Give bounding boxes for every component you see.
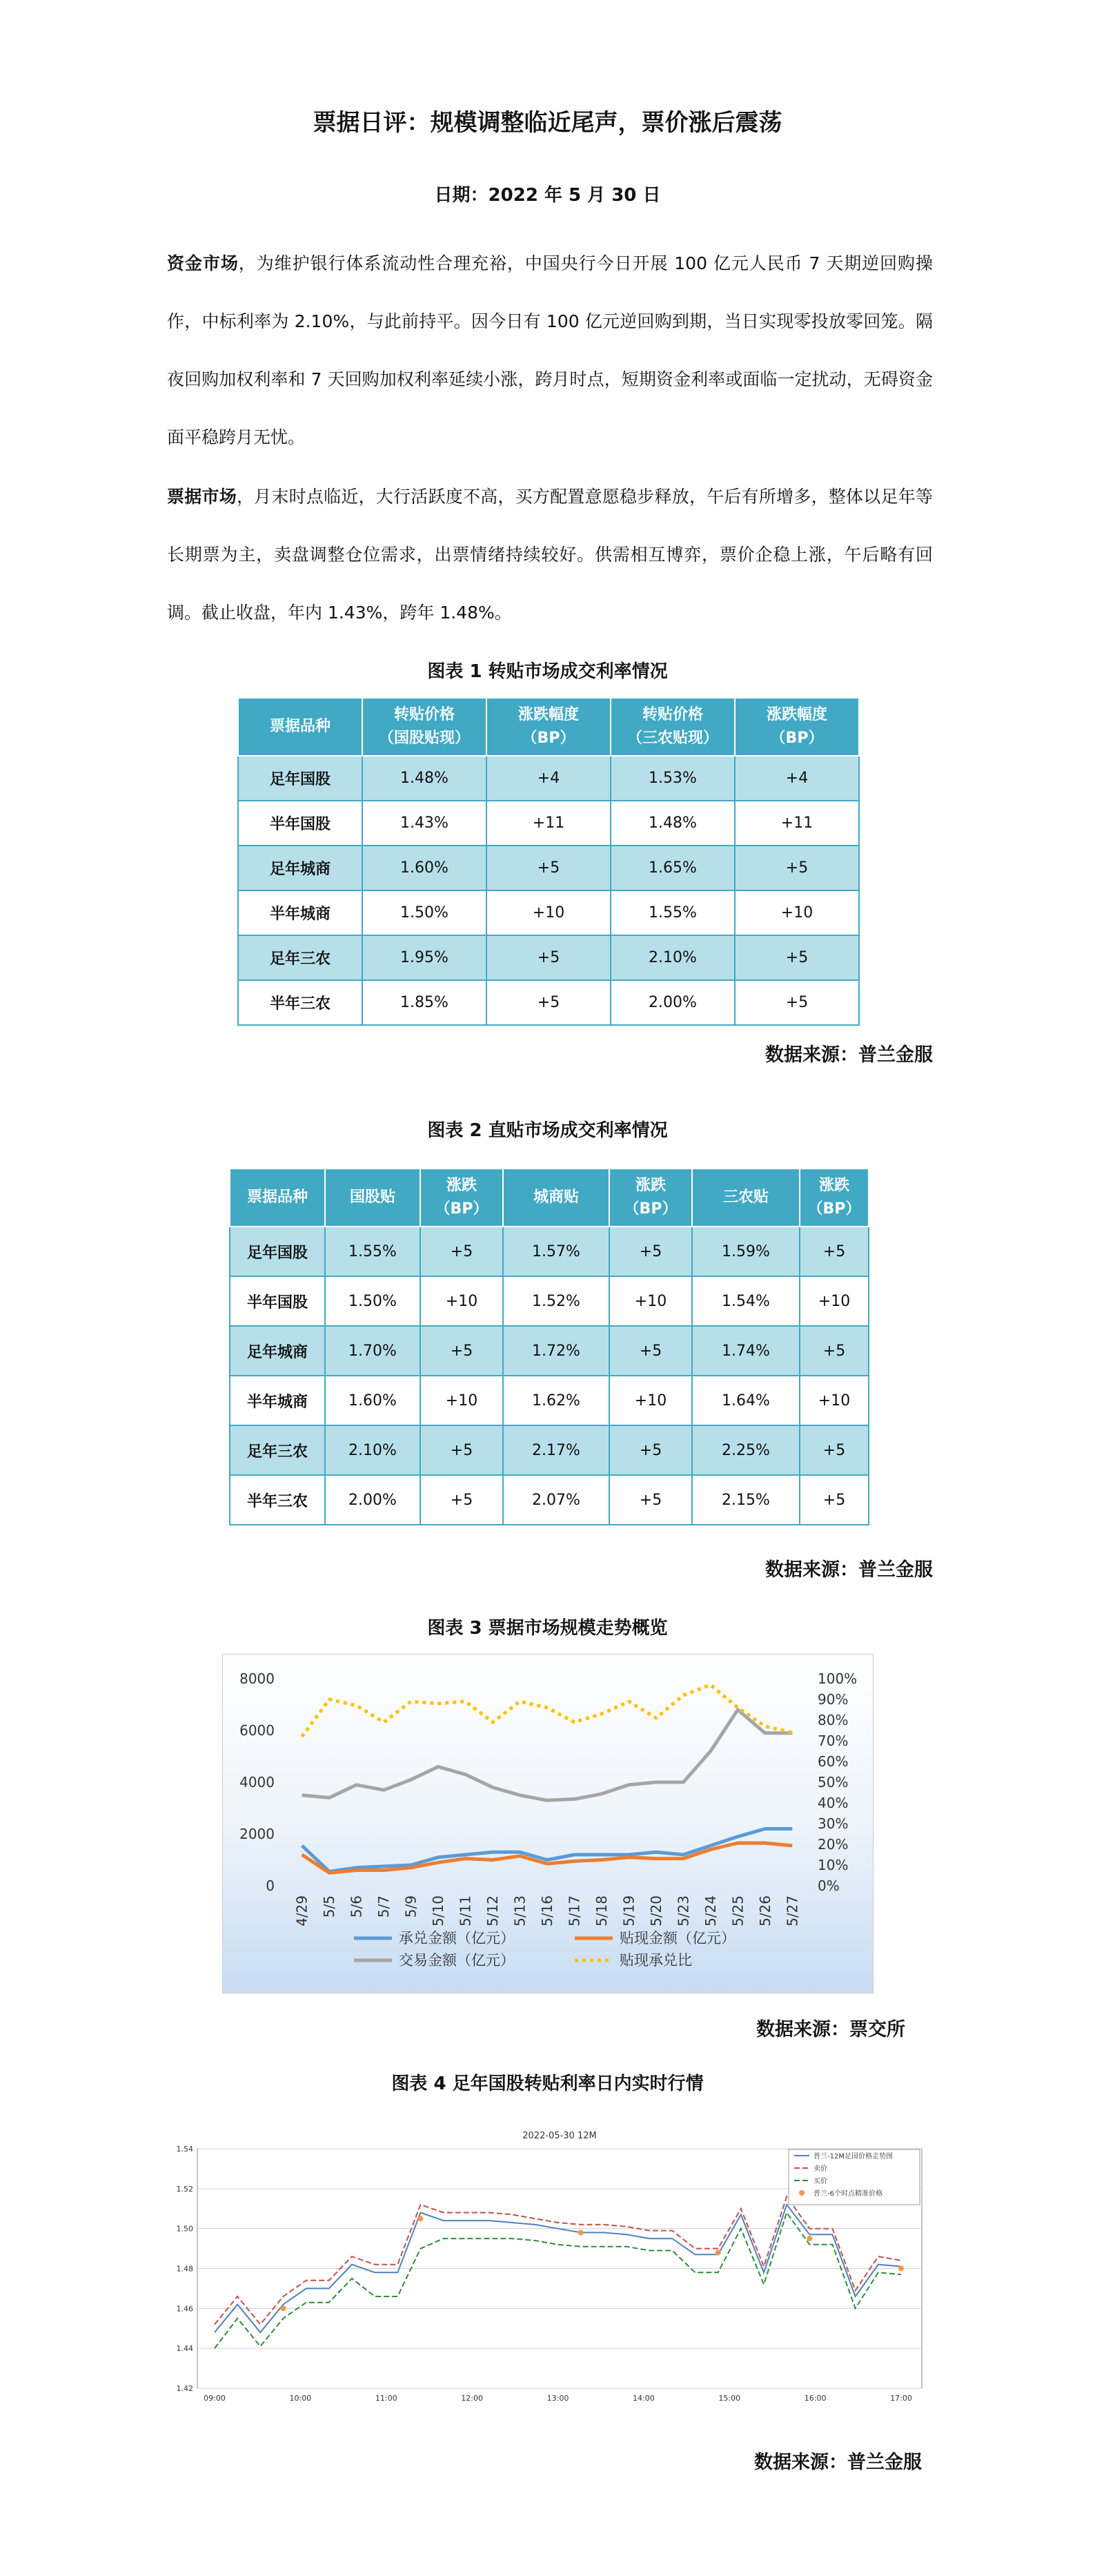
table-cell: 1.55% <box>325 1227 420 1276</box>
market-scale-chart-svg <box>223 1655 873 1993</box>
column-header: 涨跌 （BP） <box>609 1169 692 1227</box>
legend-label: 卖价 <box>813 2165 827 2173</box>
row-label: 足年国股 <box>238 756 362 801</box>
table-cell: 1.50% <box>362 890 486 935</box>
y-tick-label: 4000 <box>239 1774 275 1790</box>
bill-market-label: 票据市场 <box>167 487 237 507</box>
x-tick-label: 5/19 <box>620 1895 638 1926</box>
table-cell: +5 <box>609 1326 692 1376</box>
table-cell: +11 <box>486 801 611 846</box>
row-label: 足年国股 <box>230 1227 325 1276</box>
legend-label: 承兑金额（亿元） <box>399 1930 515 1946</box>
column-header: 票据品种 <box>230 1169 325 1227</box>
table-row <box>230 1376 869 1425</box>
money-market-paragraph <box>167 235 933 467</box>
x-tick-label: 11:00 <box>375 2394 397 2403</box>
x-tick-label: 5/5 <box>321 1895 338 1918</box>
legend-label: 贴现金额（亿元） <box>620 1930 736 1946</box>
table-cell: 1.95% <box>362 935 486 980</box>
y-tick-label: 1.48 <box>176 2264 193 2274</box>
column-header: 转贴价格 （国股贴现） <box>362 698 486 756</box>
table-row <box>238 890 859 935</box>
table-cell: 1.62% <box>503 1376 609 1425</box>
y2-tick-label: 0% <box>818 1877 840 1894</box>
price-point <box>716 2250 721 2255</box>
row-label: 足年三农 <box>238 935 362 980</box>
table-cell: +4 <box>486 756 611 801</box>
table-cell: +5 <box>420 1326 503 1376</box>
table-row <box>230 1227 869 1276</box>
y2-tick-label: 80% <box>818 1712 849 1728</box>
x-tick-label: 5/17 <box>566 1895 583 1926</box>
table-cell: +5 <box>486 846 611 890</box>
table-cell: 1.53% <box>611 756 735 801</box>
x-tick-label: 09:00 <box>204 2394 226 2403</box>
market-scale-chart <box>222 1654 874 1993</box>
x-tick-label: 17:00 <box>890 2394 912 2403</box>
table-cell: +10 <box>609 1376 692 1425</box>
column-header: 国股贴 <box>325 1169 420 1227</box>
y-tick-label: 1.52 <box>176 2184 193 2194</box>
column-header: 涨跌幅度 （BP） <box>486 698 611 756</box>
bill-market-paragraph <box>167 468 933 642</box>
x-tick-label: 5/13 <box>511 1895 529 1926</box>
fig3-source: 数据来源：票交所 <box>756 2019 905 2040</box>
table-cell: +5 <box>486 935 611 980</box>
table-header-row <box>230 1169 869 1227</box>
x-tick-label: 4/29 <box>293 1895 310 1926</box>
table-cell: 1.48% <box>611 801 735 846</box>
x-tick-label: 15:00 <box>718 2394 741 2403</box>
x-tick-label: 5/20 <box>647 1895 664 1926</box>
table-row <box>230 1475 869 1525</box>
table-cell: 2.00% <box>611 980 735 1025</box>
table-cell: 2.15% <box>692 1475 800 1525</box>
table-cell: 2.10% <box>611 935 735 980</box>
table-cell: 2.07% <box>503 1475 609 1525</box>
table-cell: 1.48% <box>362 756 486 801</box>
series-line <box>302 1710 793 1800</box>
table-row <box>238 801 859 846</box>
x-tick-label: 5/10 <box>430 1895 447 1926</box>
row-label: 半年城商 <box>230 1376 325 1425</box>
row-label: 足年城商 <box>230 1326 325 1376</box>
table-cell: +10 <box>735 890 859 935</box>
column-header: 涨跌幅度 （BP） <box>735 698 859 756</box>
x-tick-label: 5/26 <box>756 1895 773 1926</box>
table-cell: +5 <box>800 1227 869 1276</box>
y-tick-label: 8000 <box>239 1670 275 1687</box>
x-tick-label: 5/27 <box>784 1895 801 1926</box>
y2-tick-label: 10% <box>818 1857 849 1873</box>
table-cell: 1.52% <box>503 1276 609 1326</box>
table-cell: +10 <box>420 1376 503 1425</box>
column-header: 三农贴 <box>692 1169 800 1227</box>
table-cell: 1.60% <box>325 1376 420 1425</box>
table-cell: 1.65% <box>611 846 735 890</box>
chart-title: 2022-05-30 12M <box>522 2131 597 2141</box>
x-tick-label: 5/25 <box>729 1895 747 1926</box>
x-tick-label: 5/7 <box>375 1895 393 1918</box>
rediscount-rate-table <box>237 697 860 1026</box>
x-tick-label: 5/18 <box>593 1895 610 1926</box>
legend-label: 贴现承兑比 <box>620 1952 692 1969</box>
table-cell: 2.25% <box>692 1425 800 1475</box>
fig4-title: 图表 4 足年国股转贴利率日内实时行情 <box>391 2074 704 2094</box>
x-tick-label: 5/6 <box>348 1895 365 1918</box>
fig4-source: 数据来源：普兰金服 <box>754 2452 922 2473</box>
table-row <box>230 1326 869 1376</box>
price-point <box>418 2216 424 2221</box>
y2-tick-label: 50% <box>818 1774 849 1790</box>
table-cell: +5 <box>735 980 859 1025</box>
table-cell: +5 <box>735 846 859 890</box>
fig1-title: 图表 1 转贴市场成交利率情况 <box>427 661 668 682</box>
y2-tick-label: 40% <box>818 1795 849 1811</box>
legend-label: 普兰-12M足国价格走势图 <box>813 2153 893 2160</box>
x-tick-label: 5/23 <box>675 1895 692 1926</box>
report-date: 日期：2022 年 5 月 30 日 <box>434 185 661 206</box>
legend-label: 交易金额（亿元） <box>399 1952 515 1969</box>
table-cell: 1.85% <box>362 980 486 1025</box>
page-title: 票据日评：规模调整临近尾声，票价涨后震荡 <box>313 109 782 137</box>
legend-label: 买价 <box>813 2178 827 2185</box>
table-cell: +5 <box>486 980 611 1025</box>
table-row <box>230 1276 869 1326</box>
column-header: 涨跌 （BP） <box>800 1169 869 1227</box>
table-cell: +11 <box>735 801 859 846</box>
x-tick-label: 14:00 <box>633 2394 655 2403</box>
y-tick-label: 1.54 <box>176 2145 193 2154</box>
table-cell: 2.00% <box>325 1475 420 1525</box>
fig3-title: 图表 3 票据市场规模走势概览 <box>427 1618 668 1639</box>
legend-swatch <box>799 2190 805 2196</box>
table-cell: +5 <box>609 1425 692 1475</box>
table-header-row <box>238 698 859 756</box>
table-cell: +5 <box>609 1227 692 1276</box>
price-point <box>578 2229 584 2235</box>
x-tick-label: 5/11 <box>457 1895 474 1926</box>
y2-tick-label: 100% <box>818 1670 858 1687</box>
y-tick-label: 0 <box>266 1877 275 1894</box>
table-cell: 1.70% <box>325 1326 420 1376</box>
table-cell: +10 <box>486 890 611 935</box>
table-cell: 1.54% <box>692 1276 800 1326</box>
column-header: 转贴价格 （三农贴现） <box>611 698 735 756</box>
y-tick-label: 1.46 <box>176 2304 193 2314</box>
x-tick-label: 5/24 <box>702 1895 719 1926</box>
table-cell: +5 <box>420 1475 503 1525</box>
column-header: 涨跌 （BP） <box>420 1169 503 1227</box>
table-cell: +10 <box>420 1276 503 1326</box>
table-cell: 2.17% <box>503 1425 609 1475</box>
table-cell: +5 <box>800 1326 869 1376</box>
x-tick-label: 5/9 <box>402 1895 420 1918</box>
y2-tick-label: 20% <box>818 1836 849 1853</box>
table-cell: +5 <box>735 935 859 980</box>
direct-discount-rate-table <box>229 1168 869 1525</box>
y2-tick-label: 30% <box>818 1815 849 1832</box>
x-tick-label: 13:00 <box>546 2394 569 2403</box>
money-market-text: ，为维护银行体系流动性合理充裕，中国央行今日开展 100 亿元人民币 7 天期逆回购操作，中标利率为 2.10%，与此前持平。因今日有 100 亿元逆回购到期，当日实现零投放零回笼。隔夜回购加权利率和 7 天回购加权利率延续小涨，跨月时点，短期资金利率或面临一定扰动，无碍资金面平稳跨月无忧。 <box>167 253 933 447</box>
table-cell: +4 <box>735 756 859 801</box>
y2-tick-label: 90% <box>818 1691 849 1708</box>
y2-tick-label: 70% <box>818 1733 849 1749</box>
table-cell: 1.43% <box>362 801 486 846</box>
table-cell: +10 <box>800 1376 869 1425</box>
row-label: 足年城商 <box>238 846 362 890</box>
y-tick-label: 1.44 <box>176 2344 193 2354</box>
table-cell: 1.72% <box>503 1326 609 1376</box>
table-cell: 1.50% <box>325 1276 420 1326</box>
table-row <box>238 980 859 1025</box>
table-row <box>238 756 859 801</box>
table-cell: 1.74% <box>692 1326 800 1376</box>
legend-label: 普兰-6个时点精准价格 <box>813 2190 882 2198</box>
row-label: 半年城商 <box>238 890 362 935</box>
table-cell: +5 <box>609 1475 692 1525</box>
table-cell: 1.59% <box>692 1227 800 1276</box>
x-tick-label: 10:00 <box>289 2394 312 2403</box>
table-row <box>230 1425 869 1475</box>
table-cell: 2.10% <box>325 1425 420 1475</box>
table-row <box>238 846 859 890</box>
y-tick-label: 1.42 <box>176 2384 193 2393</box>
y-tick-label: 6000 <box>239 1722 275 1739</box>
price-point <box>807 2236 812 2241</box>
fig2-source: 数据来源：普兰金服 <box>765 1559 933 1581</box>
table-cell: +5 <box>420 1425 503 1475</box>
y2-tick-label: 60% <box>818 1753 849 1770</box>
intraday-rate-chart-svg <box>156 2118 929 2414</box>
row-label: 半年国股 <box>238 801 362 846</box>
series-line <box>302 1685 793 1737</box>
row-label: 半年国股 <box>230 1276 325 1326</box>
price-point <box>281 2305 286 2311</box>
table-cell: +10 <box>609 1276 692 1326</box>
price-point <box>898 2266 904 2272</box>
table-cell: +10 <box>800 1276 869 1326</box>
money-market-label: 资金市场 <box>167 253 239 273</box>
table-cell: 1.64% <box>692 1376 800 1425</box>
x-tick-label: 12:00 <box>461 2394 483 2403</box>
fig2-title: 图表 2 直贴市场成交利率情况 <box>427 1120 668 1141</box>
table-cell: +5 <box>420 1227 503 1276</box>
fig1-source: 数据来源：普兰金服 <box>765 1044 933 1066</box>
y-tick-label: 1.50 <box>176 2224 193 2234</box>
intraday-rate-chart <box>156 2118 929 2414</box>
column-header: 票据品种 <box>238 698 362 756</box>
table-cell: +5 <box>800 1425 869 1475</box>
y-tick-label: 2000 <box>239 1826 275 1842</box>
table-row <box>238 935 859 980</box>
table-cell: 1.57% <box>503 1227 609 1276</box>
table-cell: 1.60% <box>362 846 486 890</box>
x-tick-label: 5/16 <box>539 1895 555 1926</box>
row-label: 半年三农 <box>230 1475 325 1525</box>
row-label: 半年三农 <box>238 980 362 1025</box>
column-header: 城商贴 <box>503 1169 609 1227</box>
bill-market-text: ，月末时点临近，大行活跃度不高，买方配置意愿稳步释放，午后有所增多，整体以足年等长期票为主，卖盘调整仓位需求，出票情绪持续较好。供需相互博弈，票价企稳上涨，午后略有回调。截止收盘，年内 1.43%，跨年 1.48%。 <box>167 487 933 623</box>
table-cell: 1.55% <box>611 890 735 935</box>
x-tick-label: 16:00 <box>804 2394 827 2403</box>
row-label: 足年三农 <box>230 1425 325 1475</box>
table-cell: +5 <box>800 1475 869 1525</box>
x-tick-label: 5/12 <box>484 1895 502 1926</box>
